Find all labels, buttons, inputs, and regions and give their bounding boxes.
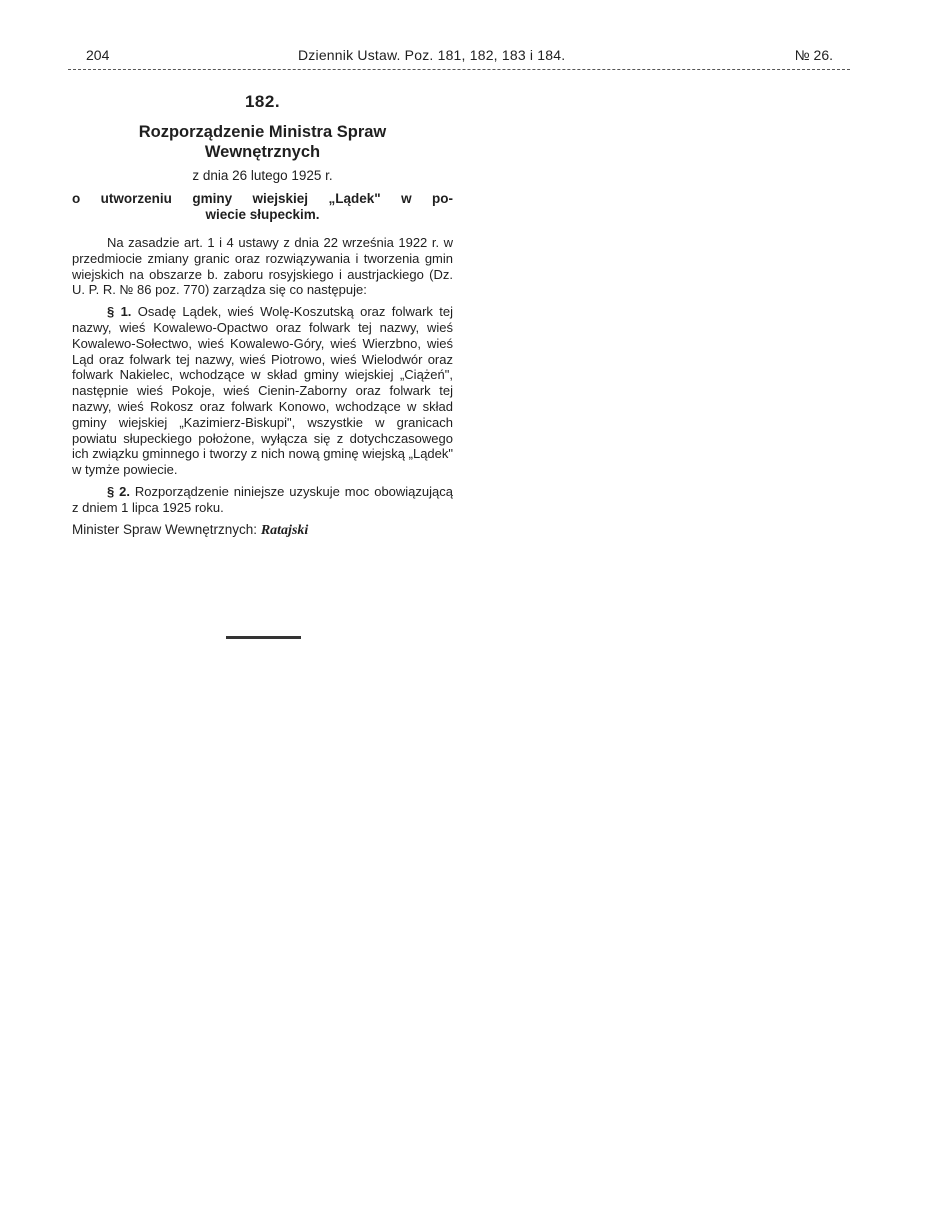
page-number: 204 <box>86 47 110 63</box>
signature <box>72 522 453 539</box>
signature-role: Minister Spraw Wewnętrznych: <box>72 521 258 537</box>
issue-number: № 26. <box>794 47 833 63</box>
article-column <box>72 92 453 539</box>
section-2-label: § 2. <box>107 483 130 499</box>
act-number: 182. <box>244 92 281 111</box>
act-title-line1: Rozporządzenie Ministra Spraw <box>138 123 387 141</box>
section-1-text: Osadę Lądek, wieś Wolę-Koszutską oraz folwark tej nazwy, wieś Kowalewo-Opactwo oraz folwark tej nazwy, wieś Kowalewo-Sołectwo, wieś Kowalewo-Góry, wieś Wierzbno, wieś Ląd oraz folwark tej nazwy, wieś Piotrowo, wieś Wielodwór oraz folwark Nakielec, wchodzące w skład gminy wiejskiej „Ciążeń", następnie wieś Pokoje, wieś Cienin-Zaborny oraz folwark tej nazwy, wieś Rokosz oraz folwark Konowo, wchodzące w skład gminy wiejskiej „Kazimierz-Biskupi", wszystkie w granicach powiatu słupeckiego położone, wyłącza się z dotychczasowego ich związku gminnego i tworzy z nich nową gminę wiejską „Lądek" w tymże powiecie. <box>72 304 453 478</box>
journal-title: Dziennik Ustaw. Poz. 181, 182, 183 i 184. <box>298 47 566 63</box>
act-title <box>72 122 453 162</box>
section-2 <box>72 484 453 516</box>
act-subject <box>72 191 453 222</box>
running-head <box>68 47 850 67</box>
section-1-label: § 1. <box>107 304 132 320</box>
act-subject-line2: wiecie słupeckim. <box>205 206 320 222</box>
section-1 <box>72 304 453 478</box>
end-rule <box>226 636 301 639</box>
act-subject-line1: o utworzeniu gminy wiejskiej „Lądek" w po- <box>72 191 453 206</box>
intro-paragraph: Na zasadzie art. 1 i 4 ustawy z dnia 22 września 1922 r. w przedmiocie zmiany granic oraz rozwiązywania i tworzenia gmin wiejskich na obszarze b. zaboru rosyjskiego i austrjackiego (Dz. U. P. R. № 86 poz. 770) zarządza się co następuje: <box>72 235 453 298</box>
section-2-text: Rozporządzenie niniejsze uzyskuje moc obowiązującą z dniem 1 lipca 1925 roku. <box>72 483 453 515</box>
act-title-line2: Wewnętrznych <box>204 143 321 161</box>
signature-name: Ratajski <box>260 522 309 538</box>
act-date: z dnia 26 lutego 1925 r. <box>192 168 333 183</box>
header-rule <box>68 69 850 70</box>
